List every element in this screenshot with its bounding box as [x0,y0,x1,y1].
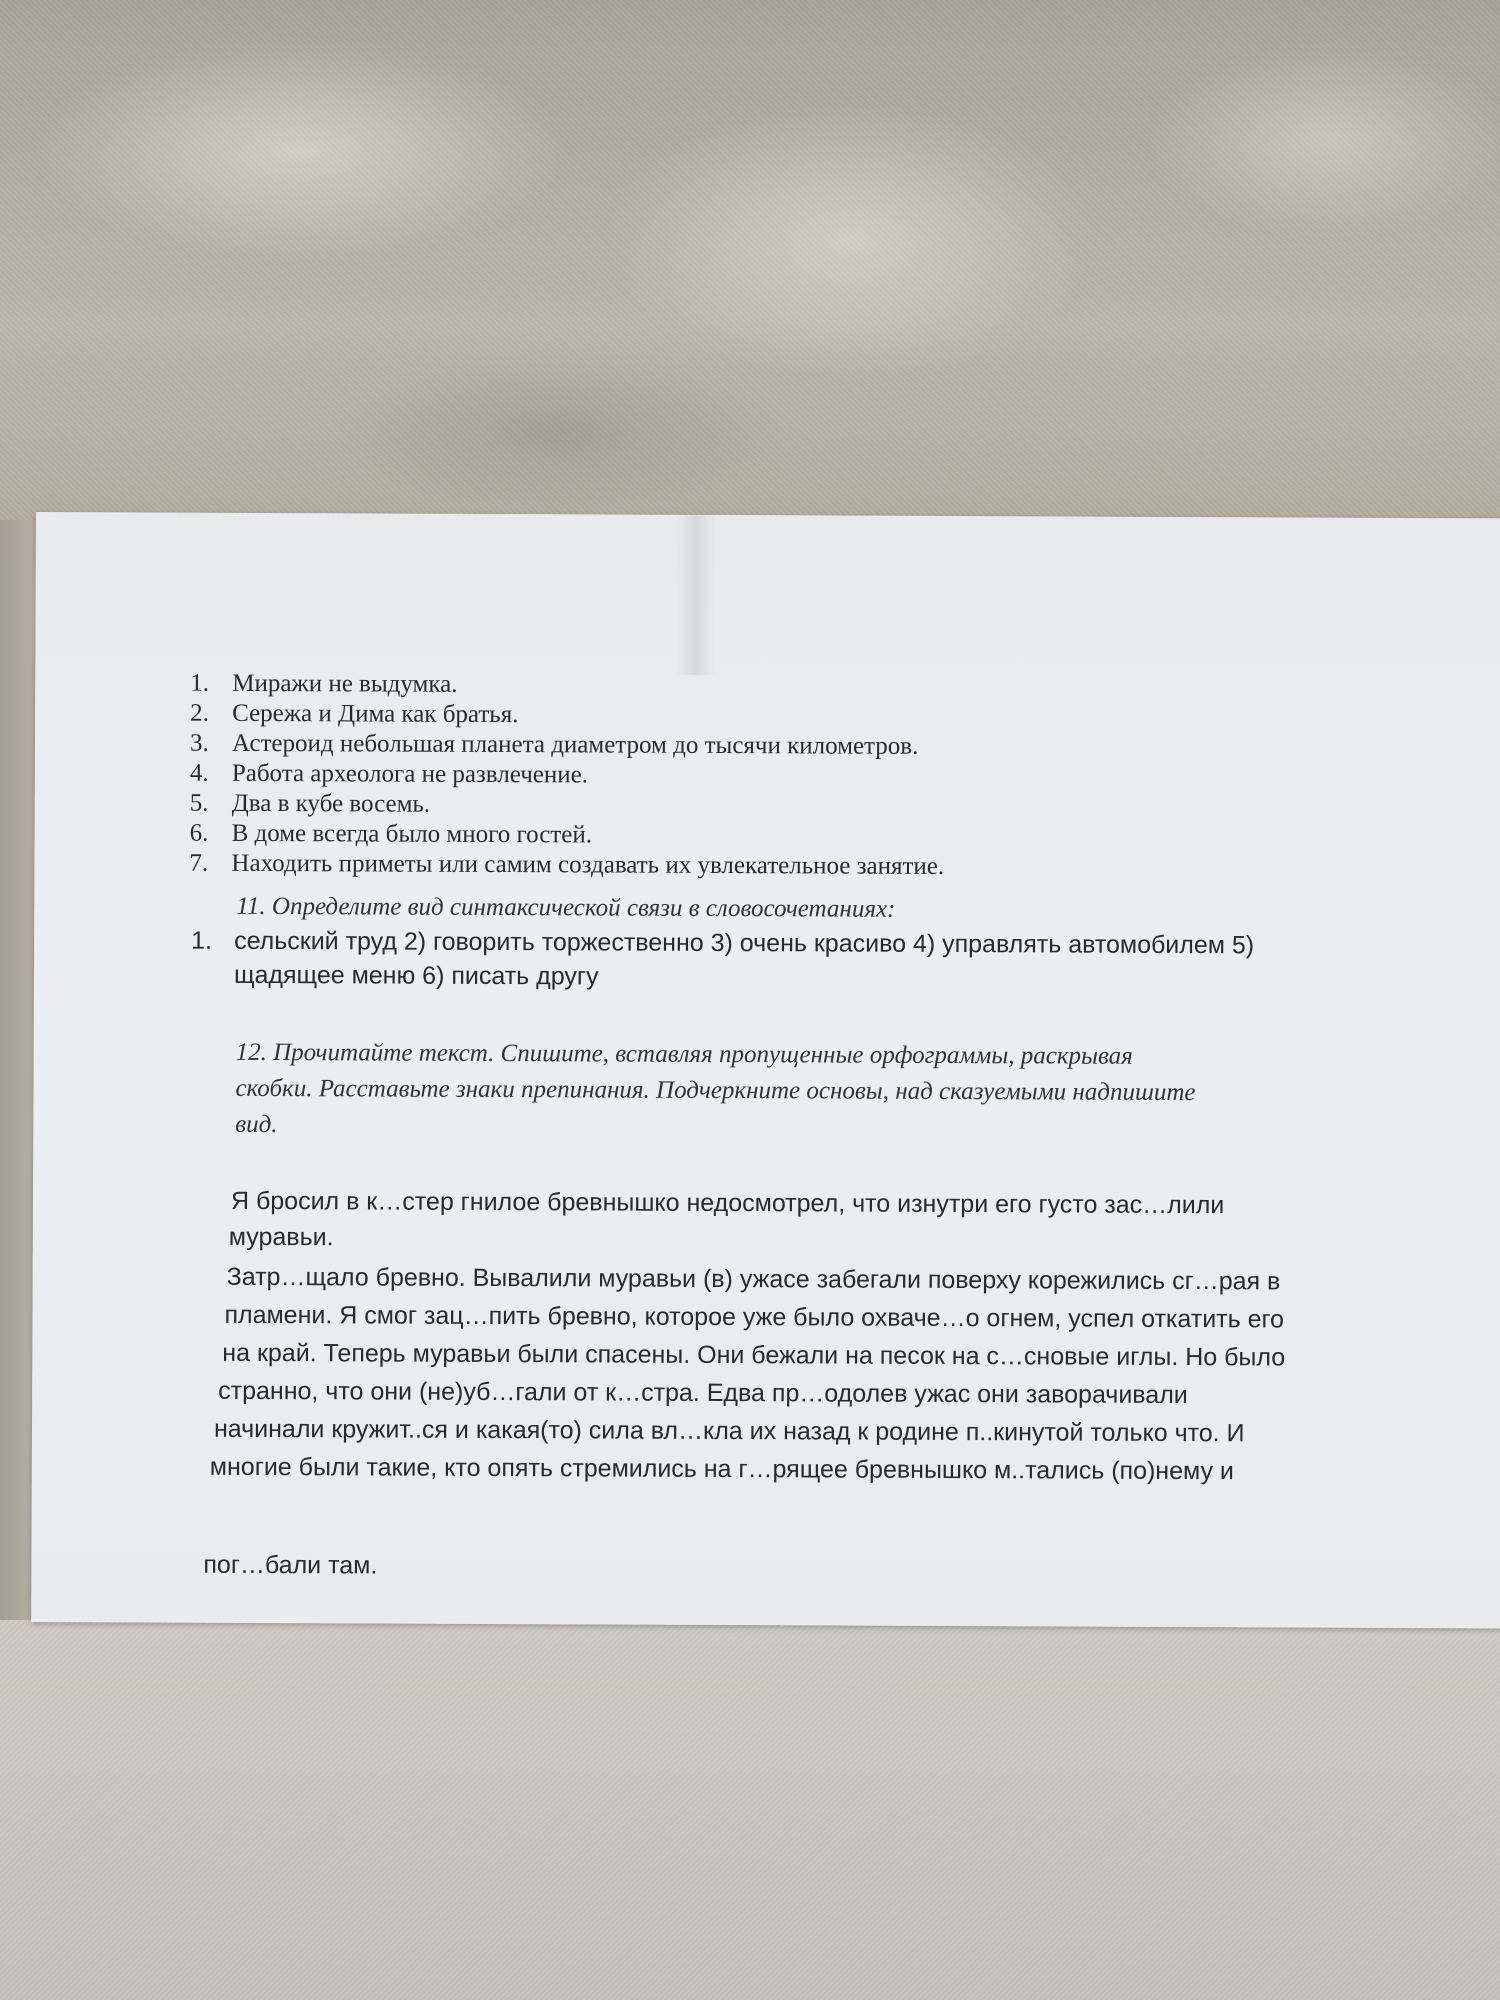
task-11-line-2: щадящее меню 6) писать другу [233,960,599,991]
text-line: муравьи. [228,1222,334,1252]
tablecloth-background-top [0,0,1500,540]
list-item-text: Два в кубе восемь. [231,789,431,818]
list-item-text: Астероид небольшая планета диаметром до тысячи километров. [231,729,919,760]
tablecloth-background-bottom [0,1620,1500,2000]
list-item-number: 3. [189,729,209,757]
list-item-number: 7. [189,849,209,877]
worksheet-content [31,512,1500,1628]
text-line: Затр…щало бревно. Вывалили муравьи (в) ужасе забегали поверху корежились сг…рая в [226,1262,1281,1296]
list-item-number: 4. [189,759,209,787]
list-item [190,699,518,730]
list-item [190,819,593,851]
task-11-heading: 11. Определите вид синтаксической связи в словосочетаниях: [236,892,896,923]
list-item-number: 1. [190,669,210,697]
text-line: пог…бали там. [203,1550,378,1580]
task-12-heading-line-3: вид. [235,1110,278,1139]
paper-sheet [31,512,1500,1628]
list-item-text: Работа археолога не развлечение. [231,759,589,789]
text-line: на край. Теперь муравьи были спасены. Они бежали на песок на с…сновые иглы. Но было [222,1338,1286,1372]
text-line: Я бросил в к…стер гнилое бревнышко недосмотрел, что изнутри его густо зас…лили [230,1186,1225,1220]
text-line: начинали кружит..ся и какая(то) сила вл…кла их назад к родине п..кинутой только что. И [213,1414,1245,1448]
task-12-heading-line-1: 12. Прочитайте текст. Спишите, вставляя пропущенные орфограммы, раскрывая [235,1038,1133,1070]
task-12-heading-line-2: скобки. Расставьте знаки препинания. Подчеркните основы, над сказуемыми надпишите [235,1074,1196,1107]
list-item [190,789,430,820]
list-item [190,669,457,700]
list-item-text: Находить приметы или самим создавать их увлекательное занятие. [231,849,945,880]
text-line: пламени. Я смог зац…пить бревно, которое уже было охваче…о огнем, успел откатить его [224,1300,1285,1334]
list-item-number: 6. [189,819,209,847]
list-item-number: 5. [189,789,209,817]
list-item-text: Миражи не выдумка. [232,669,458,698]
text-line: многие были такие, кто опять стремились на г…рящее бревнышко м..тались (по)нему и [209,1452,1234,1486]
list-item-number: 2. [190,699,209,727]
list-item [190,759,588,791]
task-11-number: 1. [191,926,213,955]
list-item [190,729,919,762]
task-11-line-1: сельский труд 2) говорить торжественно 3) очень красиво 4) управлять автомобилем 5) [234,926,1255,960]
list-item [189,849,944,882]
list-item-text: Сережа и Дима как братья. [232,699,519,729]
text-line: странно, что они (не)уб…гали от к…стра. Едва пр…одолев ужас они заворачивали [218,1376,1188,1410]
list-item-text: В доме всегда было много гостей. [231,819,593,849]
